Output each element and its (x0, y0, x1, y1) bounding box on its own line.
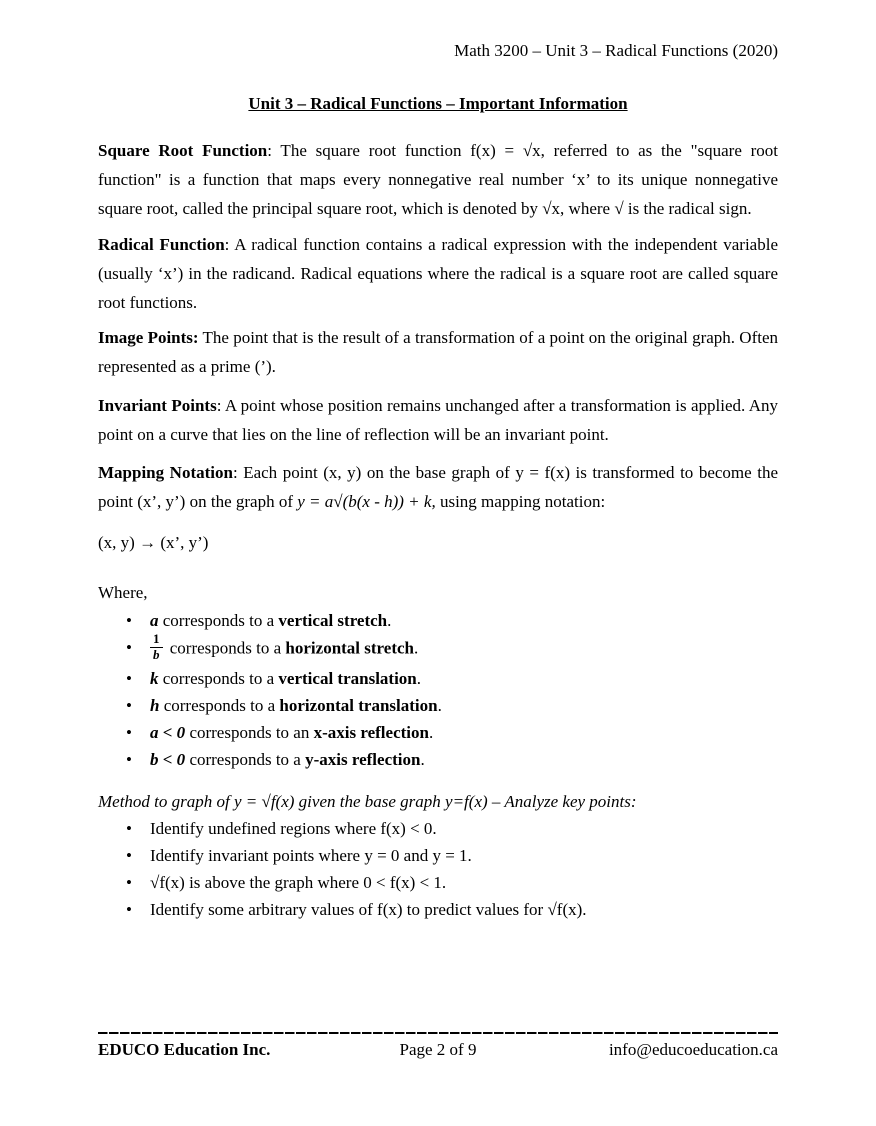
effect-term: vertical stretch (278, 611, 388, 630)
list-item: • Identify some arbitrary values of f(x) to predict values for √f(x). (98, 896, 778, 923)
effect-term: horizontal stretch (285, 638, 415, 658)
definition-term: Square Root Function (98, 141, 268, 160)
effect-term: x-axis reflection (313, 722, 429, 742)
definition-image-points (98, 323, 778, 381)
page-title: Unit 3 – Radical Functions – Important Information (248, 94, 628, 113)
list-item: • √f(x) is above the graph where 0 < f(x) < 1. (98, 869, 778, 896)
effect-term: horizontal translation (279, 695, 438, 715)
definition-mapping-notation (98, 458, 778, 516)
list-item: • k corresponds to a vertical translation. (98, 665, 778, 692)
variable: h (150, 695, 160, 715)
fraction-denominator: b (153, 646, 160, 662)
definition-square-root-function (98, 136, 778, 223)
list-item: • Identify invariant points where y = 0 and y = 1. (98, 842, 778, 869)
list-item: • a corresponds to a vertical stretch. (98, 607, 778, 634)
footer-page-number: Page 2 of 9 (399, 1040, 477, 1059)
mapping-notation-line: (x, y) → (x’, y’) (98, 533, 209, 552)
fraction-numerator: • 1 (150, 632, 163, 648)
page-header: Math 3200 – Unit 3 – Radical Functions (2020) (454, 41, 778, 60)
effect-term: y-axis reflection (305, 749, 421, 769)
definition-term: Image Points: (98, 328, 199, 347)
list-item: • h corresponds to a horizontal translation. (98, 692, 778, 719)
variable: b < 0 (150, 749, 186, 769)
definition-body: : Each point (x, y) on the base graph of y = f(x) is transformed to become the point (x’, y’) on the graph of (98, 463, 778, 511)
definition-body: The point that is the result of a transformation of a point on the original graph. Often represented as a prime (’). (98, 328, 779, 376)
definition-term: Mapping Notation (98, 463, 233, 482)
list-item: • $\frac{1}{b}$ corresponds to a horizontal stretch. (98, 634, 778, 665)
definition-invariant-points (98, 391, 778, 449)
list-item: • Identify undefined regions where f(x) < 0. (98, 815, 778, 842)
footer-email: info@educoeducation.ca (608, 1040, 778, 1059)
method-heading: Method to graph of y = √f(x) given the base graph y=f(x) – Analyze key points: (98, 791, 637, 811)
variable: k (150, 668, 159, 688)
fraction-one-over-b (150, 632, 163, 663)
list-item: • a < 0 corresponds to an x-axis reflection. (98, 719, 778, 746)
footer-row (98, 1034, 778, 1061)
where-label: Where, (98, 583, 148, 602)
method-list (98, 815, 778, 923)
where-list (98, 607, 778, 773)
definition-body: : A point whose position remains unchanged after a transformation is applied. Any point on a curve that lies on the line of reflection will be an invariant point. (98, 396, 778, 444)
effect-term: vertical translation (278, 668, 417, 688)
definition-body: : A radical function contains a radical expression with the independent variable (usually ‘x’) in the radicand. Radical equations where the radical is a square root are called square root functions. (98, 235, 778, 312)
definition-term: Invariant Points (98, 396, 217, 415)
page-footer (98, 1032, 778, 1061)
definition-body: using mapping notation: (435, 492, 606, 511)
definition-radical-function (98, 230, 778, 317)
mapping-formula: y = a√(b(x - h)) + k, (297, 492, 436, 511)
list-item: • b < 0 corresponds to a y-axis reflection. (98, 746, 778, 773)
variable: a < 0 (150, 722, 186, 742)
variable: a (150, 611, 159, 630)
footer-company: EDUCO Education Inc. (98, 1040, 271, 1059)
definition-term: Radical Function (98, 235, 225, 254)
definition-body: : The square root function f(x) = √x, referred to as the "square root function" is a function that maps every nonnegative real number ‘x’ to its unique nonnegative square root, called the principal square root, which is denoted by √x, where √ is the radical sign. (98, 141, 779, 218)
